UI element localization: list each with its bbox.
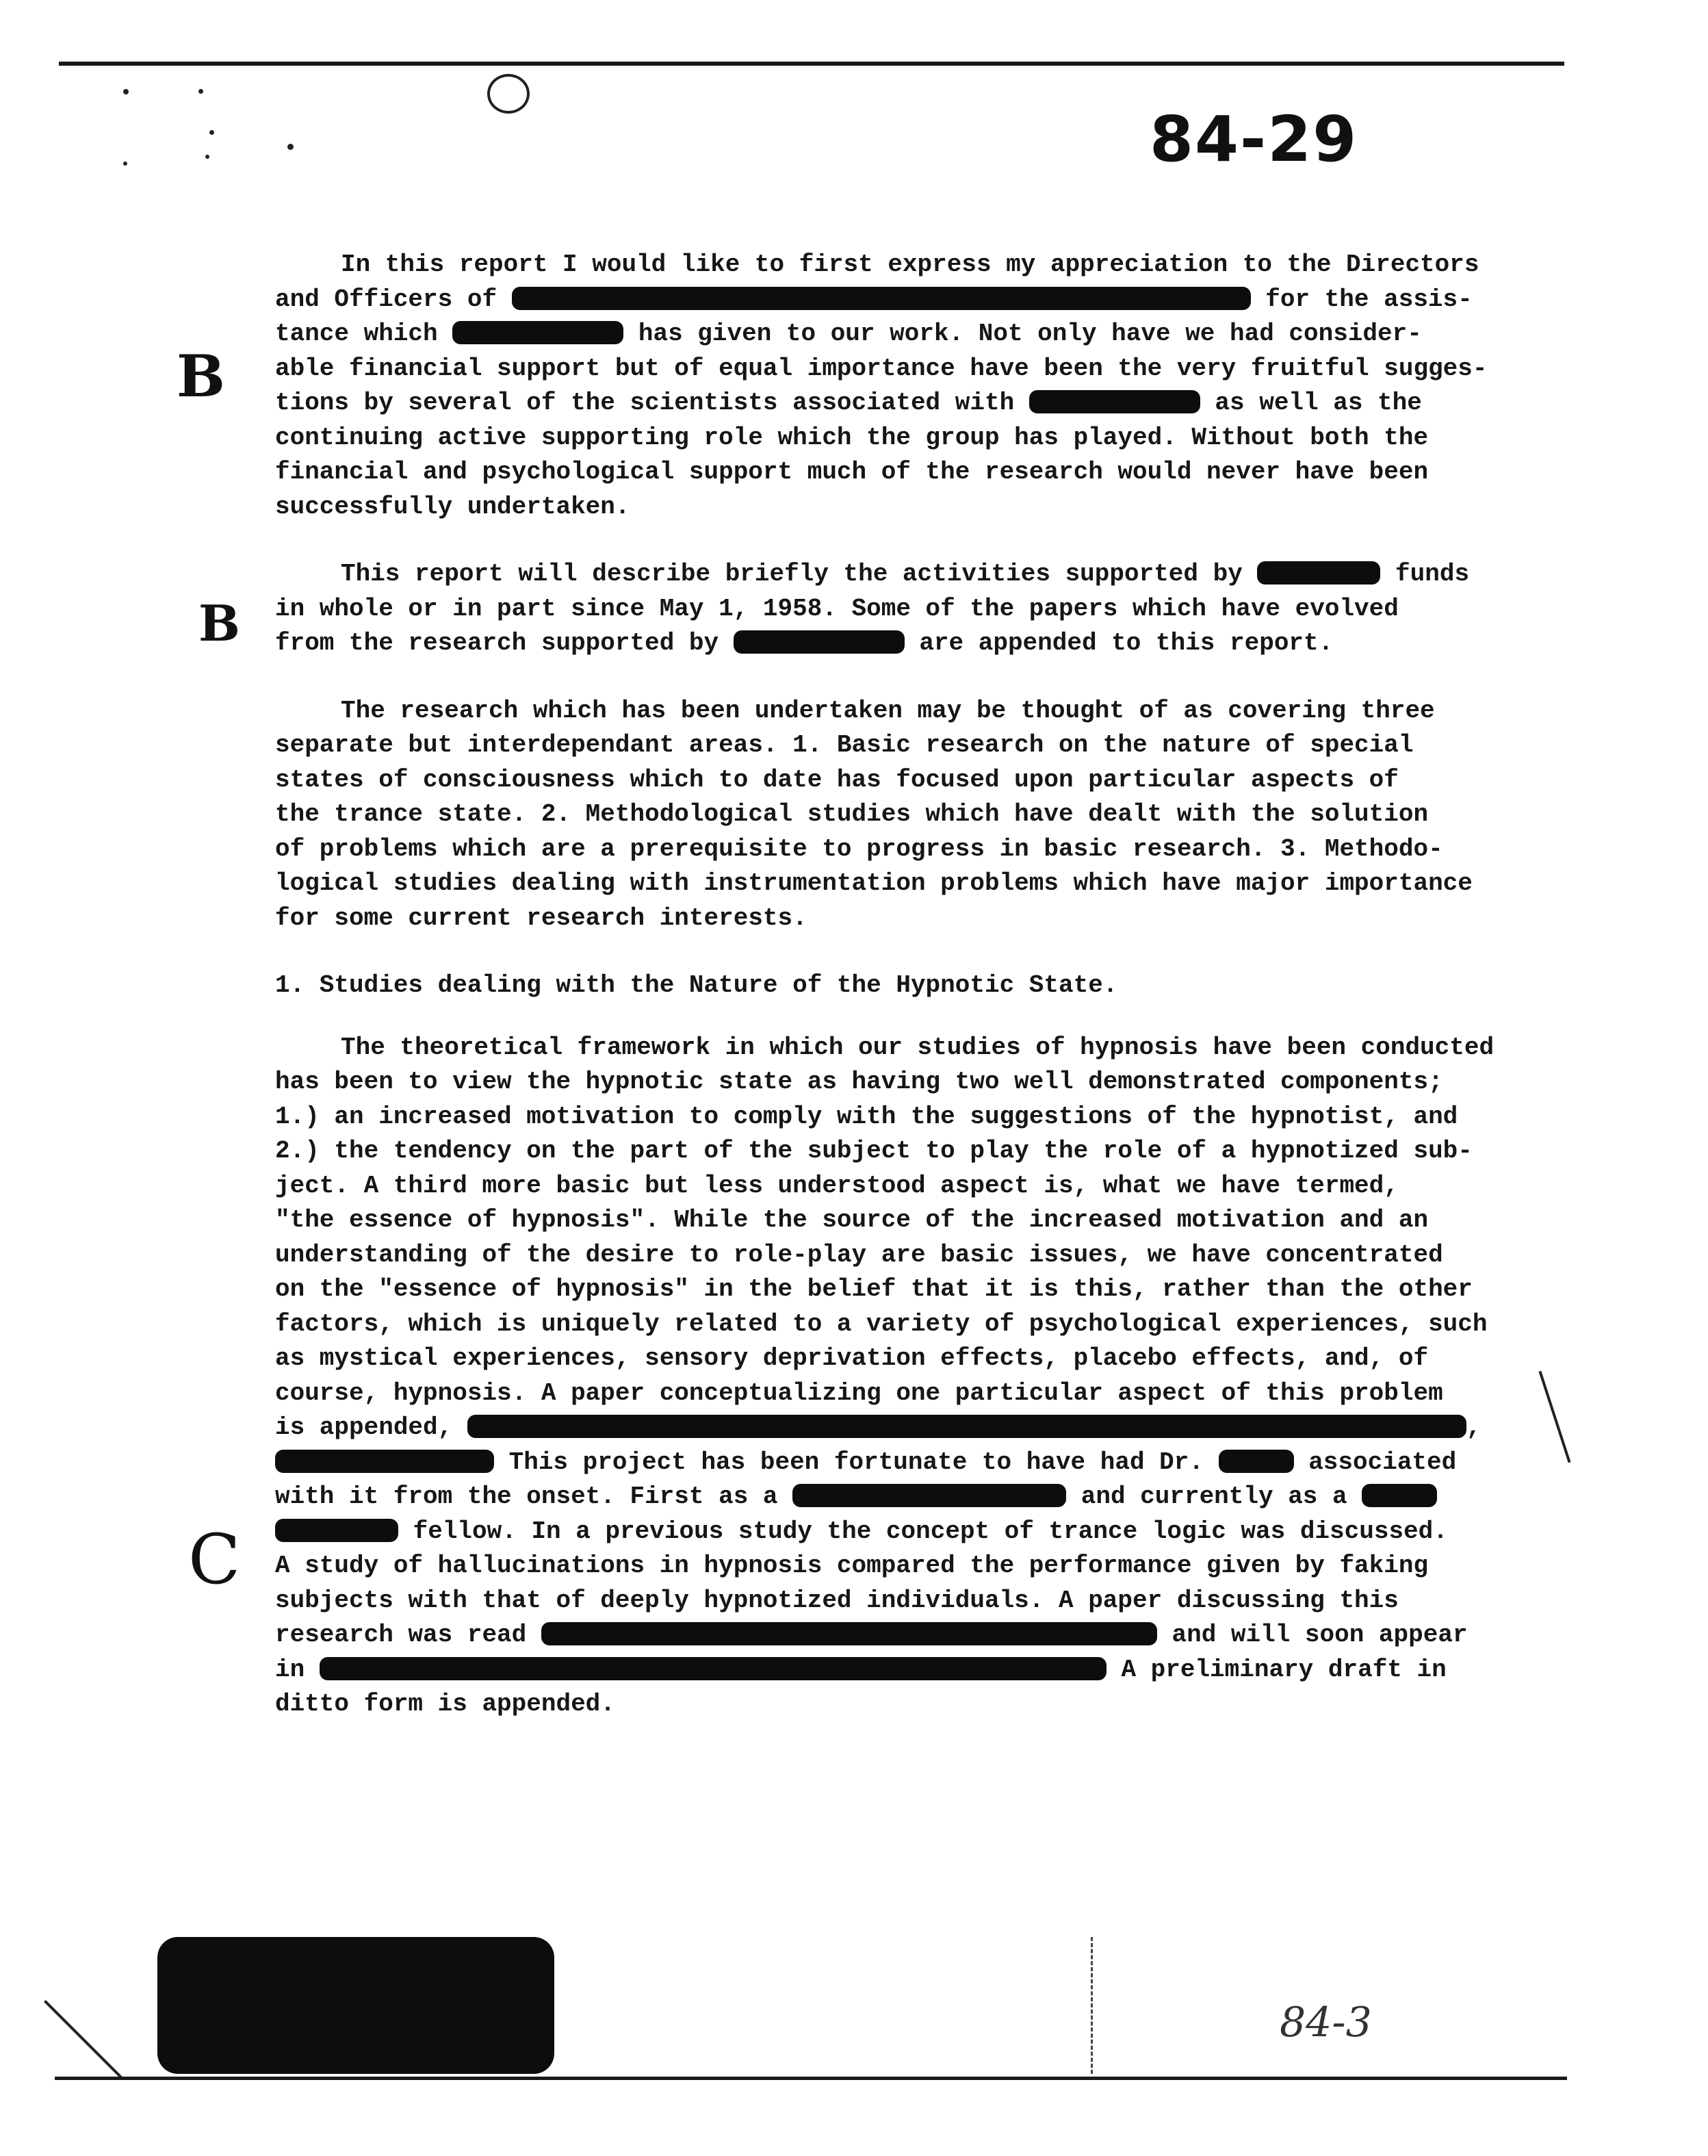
redaction — [792, 1484, 1066, 1507]
section-heading: 1. Studies dealing with the Nature of the Hypnotic State. — [275, 971, 1118, 999]
report-body — [275, 248, 1562, 1722]
redaction — [512, 287, 1251, 310]
fold-line — [1091, 1937, 1095, 2074]
redaction — [275, 1519, 398, 1542]
bottom-rule — [55, 2077, 1567, 2080]
speck — [205, 155, 209, 159]
margin-stroke — [44, 2000, 123, 2079]
paragraph-activities: This report will describe briefly the activities supported by funds in whole or in part since May 1, 1958. Some of the papers which have evolved from the research supported by are appended to this report. — [275, 560, 1470, 657]
document-number: 84-29 — [1150, 103, 1358, 176]
redaction — [1362, 1484, 1437, 1507]
punch-hole-mark — [487, 74, 530, 114]
paragraph-research-areas: The research which has been undertaken may be thought of as covering three separate but interdependant areas. 1. Basic research on the nature of special states of consciousness which to date has focused upon particular aspects of the trance state. 2. Methodological studies which have dealt with the solution of problems which are a prerequisite to progress in basic research. 3. Methodo- logical studies dealing with instrumentation problems which have major importance for some current research interests. — [275, 696, 1473, 932]
redaction — [734, 630, 905, 654]
paragraph-hypnotic-state: The theoretical framework in which our studies of hypnosis have been conducted has been to view the hypnotic state as having two well demonstrated components; 1.) an increased motivation to comply with the suggestions of the hypnotist, and 2.) the tendency on the part of the subject to play the role of a hypnotized sub- ject. A third more basic but less understood aspect is, what we have termed, "the essence of hypnosis". While the source of the increased motivation and an understanding of the desire to role-play are basic issues, we have concentrated on the "essence of hypnosis" in the belief that it is this, rather than the other factors, which is uniquely related to a variety of psychological experiences, such as mystical experiences, sensory deprivation effects, placebo effects, and, of course, hypnosis. A paper conceptualizing one particular aspect of this problem is appended, , This project has been fortunate to have had Dr. associated with it from the onset. First as a and currently as a fellow. In a previous study the concept of trance logic was discussed. A study of hallucinations in hypnosis compared the performance given by faking subjects with that of deeply hypnotized individuals. A paper discussing this research was read and will soon appear in A preliminary draft in ditto form is appended. — [275, 1033, 1494, 1718]
footer-page-ref: 84-3 — [1280, 1999, 1372, 2046]
margin-mark-b1: B — [177, 342, 225, 410]
redaction — [452, 321, 623, 344]
margin-mark-b2: B — [198, 594, 240, 652]
top-rule — [59, 62, 1564, 66]
redaction — [1257, 561, 1380, 585]
redaction — [1219, 1450, 1294, 1473]
speck — [287, 144, 294, 150]
redaction — [1029, 390, 1200, 413]
redaction — [275, 1450, 494, 1473]
redaction-footer — [157, 1937, 554, 2074]
speck — [198, 89, 203, 94]
paragraph-appreciation: In this report I would like to first express my appreciation to the Directors and Officers of for the assis- tance which has given to our work. Not only have we had consider- able financial support but of equal importance have been the very fruitful sugges- tions by several of the scientists associated with as well as the continuing active supporting role which the group has played. Without both the financial and psychological support much of the research would never have been successfully undertaken. — [275, 251, 1488, 521]
redaction — [467, 1415, 1466, 1438]
redaction — [541, 1622, 1157, 1645]
margin-mark-c: C — [188, 1519, 241, 1600]
redaction — [320, 1657, 1107, 1680]
speck — [123, 89, 129, 94]
speck — [123, 162, 127, 166]
speck — [209, 130, 214, 135]
